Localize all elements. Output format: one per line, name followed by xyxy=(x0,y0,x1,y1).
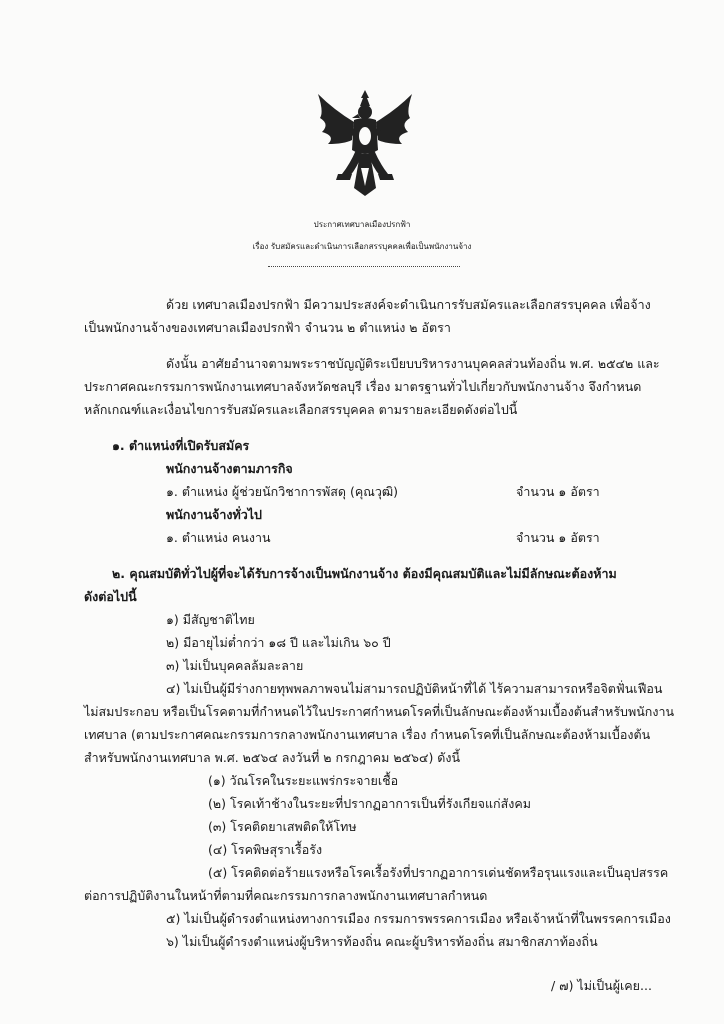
section-1-heading: ๑. ตำแหน่งที่เปิดรับสมัคร xyxy=(112,438,250,453)
qualification-4-line-2: ไม่สมประกอบ หรือเป็นโรคตามที่กำหนดไว้ในประกาศกำหนดโรคที่เป็นลักษณะต้องห้ามเบื้องต้นสำหรับพนักงาน xyxy=(84,704,675,719)
disease-item-4: (๔) โรคพิษสุราเรื้อรัง xyxy=(208,842,323,857)
position-item-assistant-procurement: ๑. ตำแหน่ง ผู้ช่วยนักวิชาการพัสดุ (คุณวุฒิ) xyxy=(166,484,399,499)
disease-item-5-line-1: (๕) โรคติดต่อร้ายแรงหรือโรคเรื้อรังที่ปรากฏอาการเด่นชัดหรือรุนแรงและเป็นอุปสรรค xyxy=(208,865,669,880)
intro-paragraph-2-line-3: หลักเกณฑ์และเงื่อนไขการรับสมัครและเลือกสรรบุคคล ตามรายละเอียดดังต่อไปนี้ xyxy=(84,402,518,417)
position-group-mission: พนักงานจ้างตามภารกิจ xyxy=(166,461,293,476)
disease-item-1: (๑) วัณโรคในระยะแพร่กระจายเชื้อ xyxy=(208,773,399,788)
position-count-1: จำนวน ๑ อัตรา xyxy=(516,484,600,499)
intro-paragraph-2-line-2: ประกาศคณะกรรมการพนักงานเทศบาลจังหวัดชลบุรี เรื่อง มาตรฐานทั่วไปเกี่ยวกับพนักงานจ้าง จึงกำหนด xyxy=(84,379,642,394)
title-divider xyxy=(268,266,460,267)
position-count-2: จำนวน ๑ อัตรา xyxy=(516,530,600,545)
document-title: ประกาศเทศบาลเมืองปรกฟ้า xyxy=(313,220,411,229)
section-2-heading-line-1: ๒. คุณสมบัติทั่วไปผู้ที่จะได้รับการจ้างเป็นพนักงานจ้าง ต้องมีคุณสมบัติและไม่มีลักษณะต้องห้าม xyxy=(112,566,617,581)
document-subject: เรื่อง รับสมัครและดำเนินการเลือกสรรบุคคลเพื่อเป็นพนักงานจ้าง xyxy=(252,242,472,251)
garuda-emblem-icon xyxy=(314,88,416,198)
qualification-4-line-4: สำหรับพนักงานเทศบาล พ.ศ. ๒๕๖๔ ลงวันที่ ๒ กรกฎาคม ๒๕๖๔) ดังนี้ xyxy=(84,750,461,765)
disease-item-2: (๒) โรคเท้าช้างในระยะที่ปรากฏอาการเป็นที่รังเกียจแก่สังคม xyxy=(208,796,531,811)
qualification-5: ๕) ไม่เป็นผู้ดำรงตำแหน่งทางการเมือง กรรมการพรรคการเมือง หรือเจ้าหน้าที่ในพรรคการเมือง xyxy=(166,911,671,926)
disease-item-3: (๓) โรคติดยาเสพติดให้โทษ xyxy=(208,819,357,834)
intro-paragraph-1-line-1: ด้วย เทศบาลเมืองปรกฟ้า มีความประสงค์จะดำเนินการรับสมัครและเลือกสรรบุคคล เพื่อจ้าง xyxy=(166,297,651,312)
qualification-1: ๑) มีสัญชาติไทย xyxy=(166,612,255,627)
intro-paragraph-1-line-2: เป็นพนักงานจ้างของเทศบาลเมืองปรกฟ้า จำนวน ๒ ตำแหน่ง ๒ อัตรา xyxy=(84,320,451,335)
qualification-3: ๓) ไม่เป็นบุคคลล้มละลาย xyxy=(166,658,304,673)
disease-item-5-line-2: ต่อการปฏิบัติงานในหน้าที่ตามที่คณะกรรมการกลางพนักงานเทศบาลกำหนด xyxy=(84,888,488,903)
position-item-worker: ๑. ตำแหน่ง คนงาน xyxy=(166,530,271,545)
intro-paragraph-2-line-1: ดังนั้น อาศัยอำนาจตามพระราชบัญญัติระเบียบบริหารงานบุคคลส่วนท้องถิ่น พ.ศ. ๒๕๔๒ และ xyxy=(166,356,660,371)
qualification-6: ๖) ไม่เป็นผู้ดำรงตำแหน่งผู้บริหารท้องถิ่น คณะผู้บริหารท้องถิ่น สมาชิกสภาท้องถิ่น xyxy=(166,934,598,949)
position-group-general: พนักงานจ้างทั่วไป xyxy=(166,507,262,522)
qualification-4-line-1: ๔) ไม่เป็นผู้มีร่างกายทุพพลภาพจนไม่สามารถปฏิบัติหน้าที่ได้ ไร้ความสามารถหรือจิตฟั่นเฟือน xyxy=(166,681,663,696)
section-2-heading-line-2: ดังต่อไปนี้ xyxy=(84,589,137,604)
qualification-4-line-3: เทศบาล (ตามประกาศคณะกรรมการกลางพนักงานเทศบาล เรื่อง กำหนดโรคที่เป็นลักษณะต้องห้ามเบื้องต้น xyxy=(84,727,651,742)
continued-marker: / ๗) ไม่เป็นผู้เคย... xyxy=(551,978,652,993)
qualification-2: ๒) มีอายุไม่ต่ำกว่า ๑๘ ปี และไม่เกิน ๖๐ ปี xyxy=(166,635,391,650)
